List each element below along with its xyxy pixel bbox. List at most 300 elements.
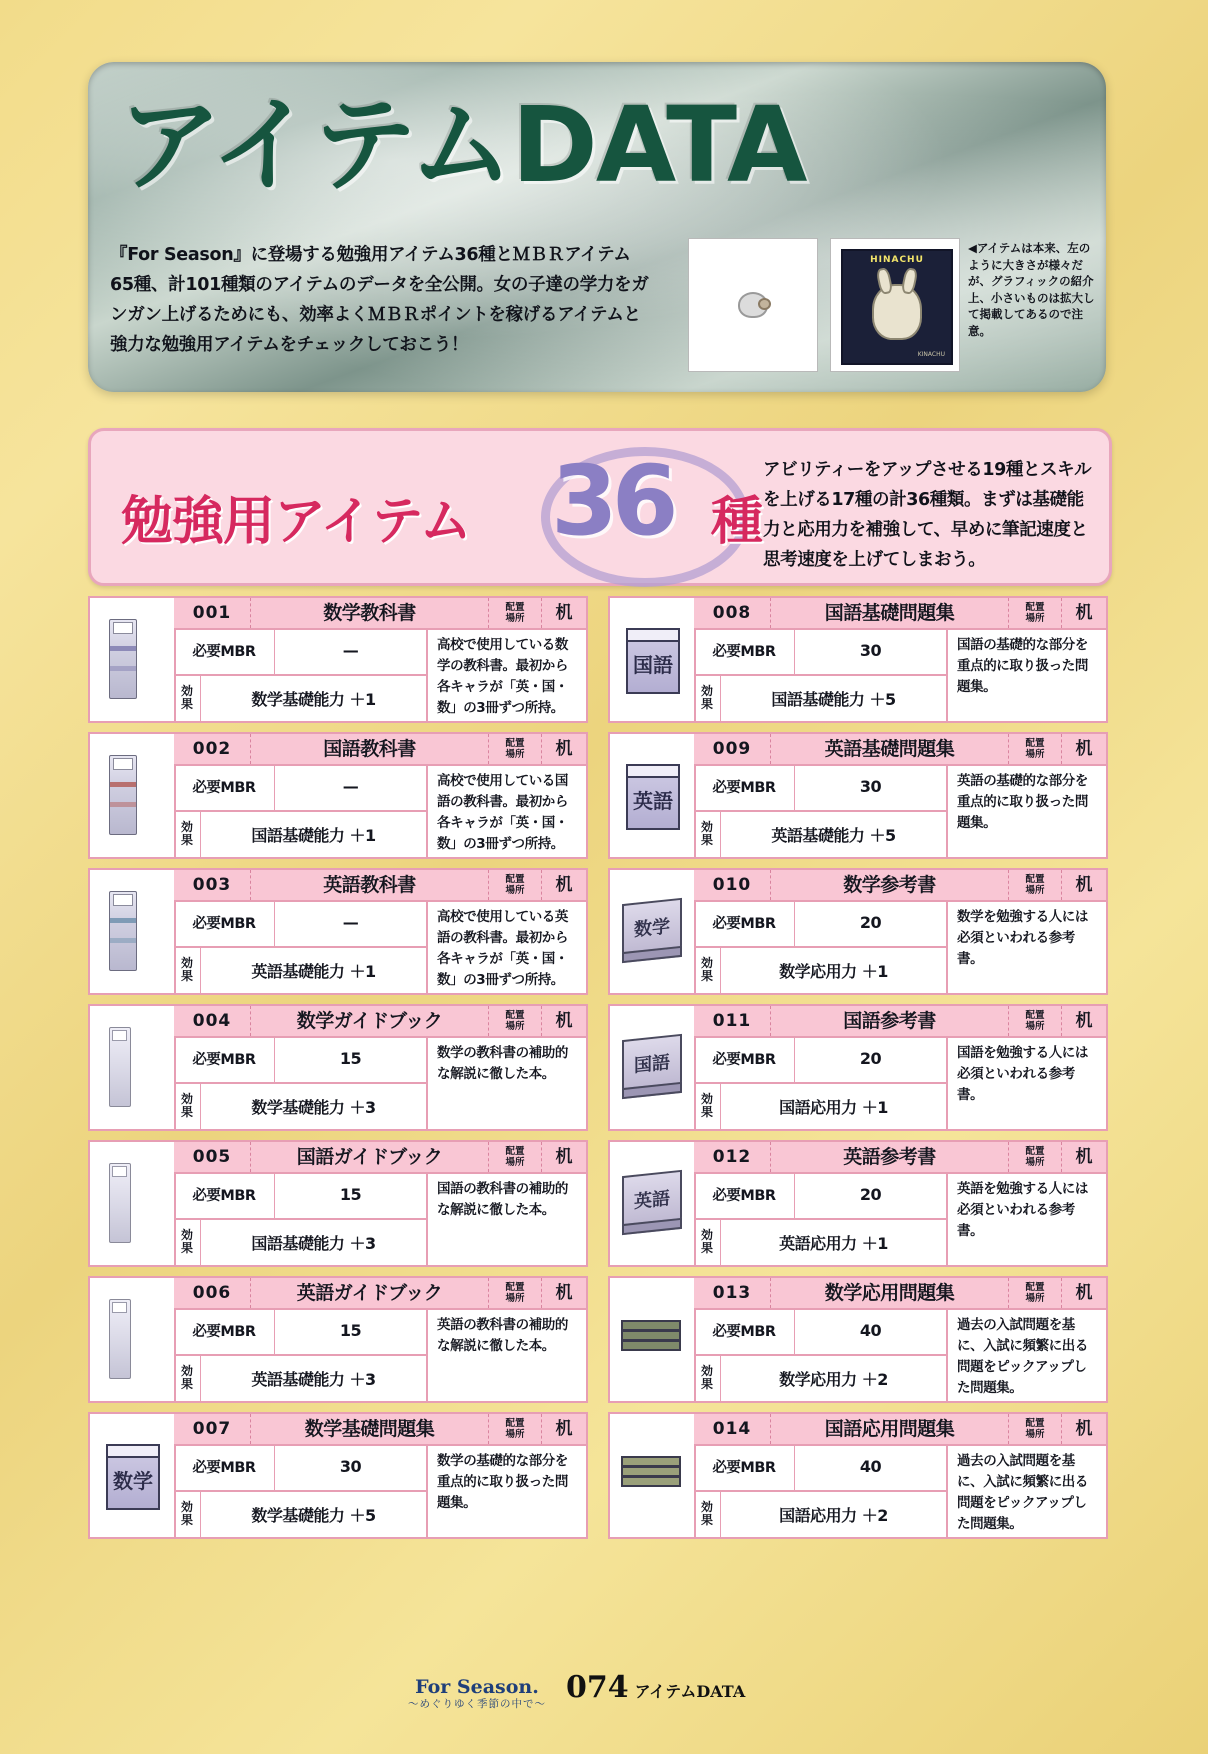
item-icon-book-stack xyxy=(621,1320,683,1360)
effect-label-line2: 果 xyxy=(700,1241,713,1256)
item-body xyxy=(694,628,1106,721)
item-mbr-value: — xyxy=(342,777,359,797)
item-place: 机 xyxy=(541,870,586,900)
place-label xyxy=(1008,1142,1061,1172)
item-mbr-value: 40 xyxy=(859,1457,882,1477)
item-icon-cell xyxy=(90,1278,176,1401)
effect-label-line1: 効 xyxy=(180,820,193,835)
place-label xyxy=(488,734,541,764)
item-description: 国語の教科書の補助的な解説に徹した本。 xyxy=(437,1181,568,1218)
item-card[interactable] xyxy=(88,868,588,995)
item-place: 机 xyxy=(541,1006,586,1036)
place-label-line2: 場所 xyxy=(1025,613,1045,624)
place-label xyxy=(488,870,541,900)
item-mbr-value: 30 xyxy=(339,1457,362,1477)
place-label-line1: 配置 xyxy=(1025,602,1045,613)
effect-label-line2: 果 xyxy=(180,969,193,984)
item-effect-value: 数学基礎能力 ＋1 xyxy=(251,689,376,709)
item-body xyxy=(694,1308,1106,1401)
item-icon-cell xyxy=(610,598,696,721)
item-name: 英語基礎問題集 xyxy=(824,738,955,760)
item-icon-problem-book: 数学 xyxy=(106,1444,158,1508)
item-icon-cell xyxy=(610,1006,696,1129)
item-stats xyxy=(694,1308,948,1401)
item-stats xyxy=(174,1172,428,1265)
item-column-left xyxy=(88,596,588,1548)
item-effect-value: 数学応用力 ＋1 xyxy=(779,961,888,981)
item-description: 数学の教科書の補助的な解説に徹した本。 xyxy=(437,1045,568,1082)
item-icon-textbook xyxy=(109,755,155,837)
item-stats xyxy=(694,1172,948,1265)
effect-label-line2: 果 xyxy=(180,1105,193,1120)
item-place: 机 xyxy=(541,1414,586,1444)
item-body xyxy=(694,1172,1106,1265)
item-header xyxy=(174,1414,586,1446)
mbr-label: 必要MBR xyxy=(174,1308,275,1354)
item-name: 数学応用問題集 xyxy=(824,1282,955,1304)
effect-label-line2: 果 xyxy=(700,1105,713,1120)
place-label-line2: 場所 xyxy=(505,749,525,760)
intro-text: 『For Season』に登場する勉強用アイテム36種とＭＢＲアイテム65種、計101種類のアイテムのデータを全公開。女の子達の学力をガンガン上げるためにも、効率よくＭＢＲポイントを稼げるアイテムと強力な勉強用アイテムをチェックしておこう！ xyxy=(110,245,649,355)
item-body xyxy=(694,1036,1106,1129)
mbr-label: 必要MBR xyxy=(174,628,275,674)
effect-label-line2: 果 xyxy=(180,833,193,848)
place-label-line1: 配置 xyxy=(505,874,525,885)
section-unit-kanji: 種 xyxy=(711,492,764,552)
item-description: 英語の基礎的な部分を重点的に取り扱った問題集。 xyxy=(957,773,1088,831)
item-description: 英語の教科書の補助的な解説に徹した本。 xyxy=(437,1317,568,1354)
item-effect-value: 英語基礎能力 ＋5 xyxy=(771,825,896,845)
place-label-line1: 配置 xyxy=(505,1282,525,1293)
item-mbr-row xyxy=(174,628,426,676)
place-label xyxy=(1008,1006,1061,1036)
mbr-label: 必要MBR xyxy=(694,900,795,946)
item-card[interactable] xyxy=(608,732,1108,859)
item-effect-row xyxy=(694,1356,946,1402)
item-icon-textbook xyxy=(109,619,155,701)
item-stats xyxy=(174,900,428,993)
item-mbr-value: 15 xyxy=(339,1321,362,1341)
place-label xyxy=(488,1278,541,1308)
item-number: 006 xyxy=(174,1278,251,1308)
item-effect-value: 英語応用力 ＋1 xyxy=(779,1233,888,1253)
item-mbr-value: 40 xyxy=(859,1321,882,1341)
item-place: 机 xyxy=(1061,598,1106,628)
item-effect-value: 英語基礎能力 ＋1 xyxy=(251,961,376,981)
kinachu-sign: KINACHU xyxy=(917,351,945,358)
item-effect-value: 国語基礎能力 ＋5 xyxy=(771,689,896,709)
effect-label xyxy=(174,948,201,994)
section-header-left xyxy=(111,441,764,571)
item-header xyxy=(694,598,1106,630)
item-icon-cell xyxy=(610,1142,696,1265)
place-label-line1: 配置 xyxy=(505,602,525,613)
item-name: 数学基礎問題集 xyxy=(304,1418,435,1440)
mbr-label: 必要MBR xyxy=(174,1036,275,1082)
item-effect-value: 国語応用力 ＋1 xyxy=(779,1097,888,1117)
place-label-line2: 場所 xyxy=(1025,1429,1045,1440)
item-icon-guidebook xyxy=(109,1027,155,1109)
item-mbr-row xyxy=(174,1308,426,1356)
place-label-line2: 場所 xyxy=(1025,1293,1045,1304)
item-header xyxy=(174,598,586,630)
item-name: 国語基礎問題集 xyxy=(824,602,955,624)
place-label-line2: 場所 xyxy=(505,1157,525,1168)
place-label xyxy=(488,598,541,628)
item-icon-cell xyxy=(90,598,176,721)
item-header xyxy=(694,1006,1106,1038)
item-card[interactable] xyxy=(88,732,588,859)
effect-label-line2: 果 xyxy=(700,1377,713,1392)
item-icon-reference-book: 数学 xyxy=(622,901,682,963)
item-place: 机 xyxy=(541,1278,586,1308)
place-label-line2: 場所 xyxy=(505,1429,525,1440)
item-card[interactable] xyxy=(608,1004,1108,1131)
place-label xyxy=(1008,870,1061,900)
place-label xyxy=(488,1142,541,1172)
item-stats xyxy=(694,1444,948,1537)
item-column-right xyxy=(608,596,1108,1548)
place-label-line1: 配置 xyxy=(1025,874,1045,885)
item-mbr-row xyxy=(694,900,946,948)
item-header xyxy=(694,1142,1106,1174)
item-number: 012 xyxy=(694,1142,771,1172)
place-label-line1: 配置 xyxy=(505,1146,525,1157)
effect-label-line2: 果 xyxy=(700,969,713,984)
place-label-line2: 場所 xyxy=(505,1293,525,1304)
item-description: 高校で使用している英語の教科書。最初から各キャラが「英・国・数」の3冊ずつ所持。 xyxy=(437,909,568,988)
place-label-line2: 場所 xyxy=(505,1021,525,1032)
item-name: 国語教科書 xyxy=(323,738,416,760)
item-mbr-row xyxy=(174,1444,426,1492)
place-label-line1: 配置 xyxy=(1025,1418,1045,1429)
effect-label-line2: 果 xyxy=(700,697,713,712)
item-body xyxy=(174,1036,586,1129)
item-place: 机 xyxy=(1061,870,1106,900)
item-icon-guidebook xyxy=(109,1163,155,1245)
item-place: 机 xyxy=(541,1142,586,1172)
place-label xyxy=(488,1414,541,1444)
item-mbr-row xyxy=(694,1444,946,1492)
item-mbr-value: — xyxy=(342,913,359,933)
item-mbr-row xyxy=(174,764,426,812)
effect-label xyxy=(174,1492,201,1538)
item-effect-row xyxy=(694,1084,946,1130)
item-mbr-value: 15 xyxy=(339,1185,362,1205)
item-effect-value: 英語基礎能力 ＋3 xyxy=(251,1369,376,1389)
effect-label-line1: 効 xyxy=(180,956,193,971)
item-mbr-row xyxy=(694,628,946,676)
item-place: 机 xyxy=(541,598,586,628)
item-header xyxy=(694,870,1106,902)
item-name: 数学参考書 xyxy=(843,874,936,896)
item-header xyxy=(694,1278,1106,1310)
item-mbr-value: 20 xyxy=(859,1185,882,1205)
item-mbr-value: 20 xyxy=(859,913,882,933)
item-effect-row xyxy=(694,812,946,858)
item-header xyxy=(174,1142,586,1174)
effect-label-line2: 果 xyxy=(180,1241,193,1256)
place-label-line1: 配置 xyxy=(505,1418,525,1429)
item-icon-cell xyxy=(610,734,696,857)
item-card[interactable] xyxy=(608,1276,1108,1403)
item-effect-value: 数学応用力 ＋2 xyxy=(779,1369,888,1389)
banner-note: ◀アイテムは本来、左のように大きさが様々だが、グラフィックの紹介上、小さいものは拡大して掲載してあるので注意。 xyxy=(968,241,1095,338)
effect-label xyxy=(694,812,721,858)
effect-label xyxy=(694,1356,721,1402)
item-body xyxy=(174,764,586,857)
screenshot-kinachu xyxy=(830,238,960,372)
section-description: アビリティーをアップさせる19種とスキルを上げる17種の計36種類。まずは基礎能力と応用力を補強して、早めに筆記速度と思考速度を上げてしまおう。 xyxy=(763,460,1092,570)
item-effect-row xyxy=(694,1220,946,1266)
effect-label-line2: 果 xyxy=(700,1513,713,1528)
item-mbr-row xyxy=(174,1172,426,1220)
effect-label-line1: 効 xyxy=(180,684,193,699)
place-label xyxy=(1008,598,1061,628)
item-number: 008 xyxy=(694,598,771,628)
section-title: 勉強用アイテム xyxy=(121,492,471,552)
effect-label-line1: 効 xyxy=(700,820,713,835)
item-stats xyxy=(694,900,948,993)
item-place: 机 xyxy=(1061,1414,1106,1444)
effect-label-line1: 効 xyxy=(180,1364,193,1379)
item-mbr-value: — xyxy=(342,641,359,661)
item-mbr-value: 15 xyxy=(339,1049,362,1069)
mbr-label: 必要MBR xyxy=(174,764,275,810)
effect-label-line1: 効 xyxy=(700,1364,713,1379)
item-number: 002 xyxy=(174,734,251,764)
item-number: 011 xyxy=(694,1006,771,1036)
item-effect-row xyxy=(174,1492,426,1538)
item-mbr-row xyxy=(694,1172,946,1220)
item-name: 数学教科書 xyxy=(323,602,416,624)
item-name: 国語応用問題集 xyxy=(824,1418,955,1440)
item-header xyxy=(174,1006,586,1038)
item-body xyxy=(174,1308,586,1401)
place-label-line1: 配置 xyxy=(1025,1010,1045,1021)
item-effect-row xyxy=(694,1492,946,1538)
mbr-label: 必要MBR xyxy=(174,1444,275,1490)
effect-label-line1: 効 xyxy=(180,1500,193,1515)
item-body xyxy=(694,900,1106,993)
item-name: 英語参考書 xyxy=(843,1146,936,1168)
item-icon-cell xyxy=(90,1006,176,1129)
item-stats xyxy=(174,1308,428,1401)
item-mbr-value: 30 xyxy=(859,777,882,797)
item-header xyxy=(174,734,586,766)
item-card[interactable] xyxy=(88,1412,588,1539)
item-number: 013 xyxy=(694,1278,771,1308)
item-body xyxy=(694,1444,1106,1537)
kinachu-label: HINACHU xyxy=(870,255,924,265)
effect-label xyxy=(694,1084,721,1130)
place-label-line1: 配置 xyxy=(1025,1146,1045,1157)
page-title: アイテムDATA xyxy=(118,84,806,206)
item-number: 010 xyxy=(694,870,771,900)
item-icon-cell xyxy=(90,734,176,857)
effect-label-line1: 効 xyxy=(700,1228,713,1243)
effect-label xyxy=(694,1492,721,1538)
item-card[interactable] xyxy=(88,1140,588,1267)
item-description: 過去の入試問題を基に、入試に頻繁に出る問題をピックアップした問題集。 xyxy=(957,1317,1088,1396)
item-description: 数学の基礎的な部分を重点的に取り扱った問題集。 xyxy=(437,1453,568,1511)
mbr-label: 必要MBR xyxy=(174,900,275,946)
item-place: 机 xyxy=(1061,1142,1106,1172)
item-icon-cell xyxy=(90,870,176,993)
item-icon-guidebook xyxy=(109,1299,155,1381)
effect-label-line1: 効 xyxy=(180,1092,193,1107)
effect-label-line1: 効 xyxy=(700,684,713,699)
effect-label-line1: 効 xyxy=(700,1092,713,1107)
item-mbr-row xyxy=(174,900,426,948)
mbr-label: 必要MBR xyxy=(694,1444,795,1490)
item-stats xyxy=(694,628,948,721)
mbr-label: 必要MBR xyxy=(694,764,795,810)
item-body xyxy=(174,900,586,993)
section-header xyxy=(88,428,1112,586)
item-card[interactable] xyxy=(608,868,1108,995)
item-effect-row xyxy=(174,1220,426,1266)
item-card[interactable] xyxy=(88,596,588,723)
item-card[interactable] xyxy=(608,596,1108,723)
item-body xyxy=(174,1444,586,1537)
item-card[interactable] xyxy=(88,1004,588,1131)
mbr-label: 必要MBR xyxy=(694,628,795,674)
item-icon-cell xyxy=(610,1278,696,1401)
item-description: 高校で使用している国語の教科書。最初から各キャラが「英・国・数」の3冊ずつ所持。 xyxy=(437,773,568,852)
place-label-line1: 配置 xyxy=(505,1010,525,1021)
effect-label xyxy=(694,676,721,722)
effect-label-line2: 果 xyxy=(180,697,193,712)
item-icon-cell xyxy=(90,1414,176,1537)
place-label xyxy=(1008,1414,1061,1444)
item-number: 009 xyxy=(694,734,771,764)
footer-logo: For Season. xyxy=(415,1676,539,1698)
item-icon-cell xyxy=(90,1142,176,1265)
item-mbr-row xyxy=(694,1308,946,1356)
item-description: 数学を勉強する人には必須といわれる参考書。 xyxy=(957,909,1088,967)
item-name: 国語参考書 xyxy=(843,1010,936,1032)
place-label-line2: 場所 xyxy=(505,885,525,896)
item-description: 国語の基礎的な部分を重点的に取り扱った問題集。 xyxy=(957,637,1088,695)
item-mbr-value: 30 xyxy=(859,641,882,661)
item-effect-row xyxy=(174,1356,426,1402)
item-header xyxy=(694,1414,1106,1446)
item-stats xyxy=(174,764,428,857)
item-body xyxy=(694,764,1106,857)
effect-label xyxy=(694,948,721,994)
item-effect-row xyxy=(694,676,946,722)
place-label xyxy=(1008,734,1061,764)
sheep-item-icon xyxy=(738,292,768,318)
item-icon-book-stack xyxy=(621,1456,683,1496)
item-stats xyxy=(174,1036,428,1129)
item-name: 英語ガイドブック xyxy=(296,1282,443,1304)
section-number: 36 xyxy=(551,445,673,557)
item-body xyxy=(174,628,586,721)
place-label-line2: 場所 xyxy=(1025,749,1045,760)
footer-subtitle: ～めぐりゆく季節の中で～ xyxy=(408,1698,546,1710)
item-icon-problem-book: 英語 xyxy=(626,764,678,828)
place-label xyxy=(1008,1278,1061,1308)
item-icon-problem-book: 国語 xyxy=(626,628,678,692)
item-number: 005 xyxy=(174,1142,251,1172)
item-name: 数学ガイドブック xyxy=(296,1010,443,1032)
item-effect-row xyxy=(174,676,426,722)
item-header xyxy=(694,734,1106,766)
item-card[interactable] xyxy=(608,1140,1108,1267)
item-description: 過去の入試問題を基に、入試に頻繁に出る問題をピックアップした問題集。 xyxy=(957,1453,1088,1532)
item-body xyxy=(174,1172,586,1265)
item-card[interactable] xyxy=(608,1412,1108,1539)
item-header xyxy=(174,1278,586,1310)
item-description: 国語を勉強する人には必須といわれる参考書。 xyxy=(957,1045,1088,1103)
mbr-label: 必要MBR xyxy=(694,1172,795,1218)
item-effect-row xyxy=(174,948,426,994)
effect-label xyxy=(174,1220,201,1266)
mbr-label: 必要MBR xyxy=(694,1308,795,1354)
item-stats xyxy=(694,764,948,857)
footer-section-label: アイテムDATA xyxy=(634,1682,746,1701)
item-icon-reference-book: 英語 xyxy=(622,1173,682,1235)
kinachu-art xyxy=(841,249,953,365)
effect-label xyxy=(174,1356,201,1402)
item-effect-row xyxy=(174,1084,426,1130)
title-banner xyxy=(88,62,1106,392)
effect-label-line2: 果 xyxy=(180,1513,193,1528)
item-place: 机 xyxy=(1061,1278,1106,1308)
screenshot-small-item xyxy=(688,238,818,372)
mbr-label: 必要MBR xyxy=(174,1172,275,1218)
item-place: 机 xyxy=(1061,734,1106,764)
item-card[interactable] xyxy=(88,1276,588,1403)
item-mbr-row xyxy=(694,764,946,812)
item-number: 014 xyxy=(694,1414,771,1444)
item-icon-reference-book: 国語 xyxy=(622,1037,682,1099)
item-place: 机 xyxy=(541,734,586,764)
mbr-label: 必要MBR xyxy=(694,1036,795,1082)
place-label-line2: 場所 xyxy=(1025,1157,1045,1168)
item-description: 英語を勉強する人には必須といわれる参考書。 xyxy=(957,1181,1088,1239)
item-place: 机 xyxy=(1061,1006,1106,1036)
place-label xyxy=(488,1006,541,1036)
item-effect-value: 数学基礎能力 ＋3 xyxy=(251,1097,376,1117)
item-number: 007 xyxy=(174,1414,251,1444)
item-stats xyxy=(174,1444,428,1537)
item-number: 001 xyxy=(174,598,251,628)
place-label-line2: 場所 xyxy=(505,613,525,624)
effect-label xyxy=(174,676,201,722)
effect-label xyxy=(174,812,201,858)
item-icon-cell xyxy=(610,870,696,993)
effect-label-line2: 果 xyxy=(180,1377,193,1392)
item-stats xyxy=(694,1036,948,1129)
place-label-line2: 場所 xyxy=(1025,1021,1045,1032)
effect-label xyxy=(174,1084,201,1130)
place-label-line1: 配置 xyxy=(1025,738,1045,749)
page-number: 074 xyxy=(566,1670,629,1705)
item-icon-cell xyxy=(610,1414,696,1537)
item-stats xyxy=(174,628,428,721)
item-mbr-row xyxy=(694,1036,946,1084)
item-effect-value: 国語基礎能力 ＋3 xyxy=(251,1233,376,1253)
place-label-line1: 配置 xyxy=(505,738,525,749)
item-name: 国語ガイドブック xyxy=(296,1146,443,1168)
item-number: 004 xyxy=(174,1006,251,1036)
item-effect-value: 数学基礎能力 ＋5 xyxy=(251,1505,376,1525)
item-effect-value: 国語基礎能力 ＋1 xyxy=(251,825,376,845)
effect-label-line1: 効 xyxy=(700,1500,713,1515)
